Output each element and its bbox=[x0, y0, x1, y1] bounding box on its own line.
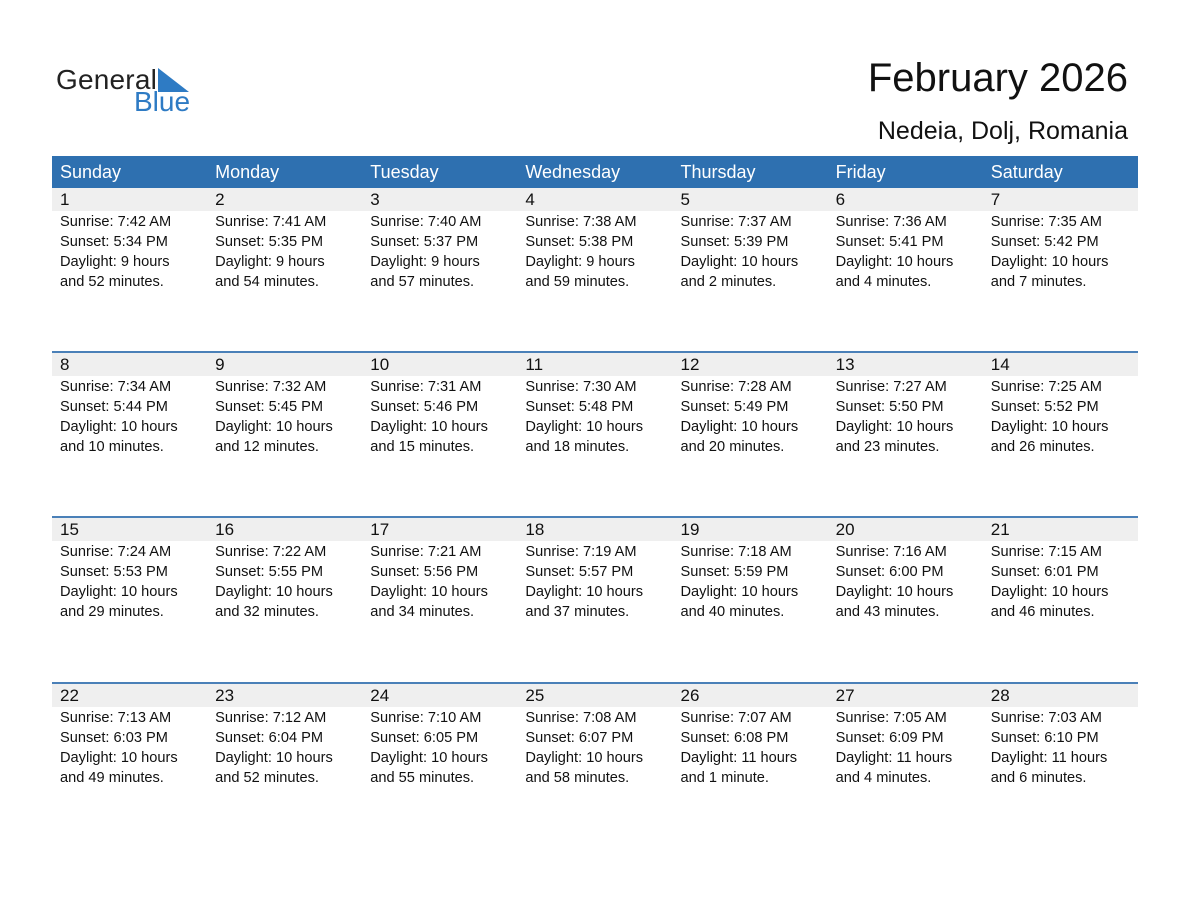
sunset-time: Sunset: 5:46 PM bbox=[370, 399, 479, 415]
day-cell bbox=[52, 516, 207, 622]
daylight-minutes: and 43 minutes. bbox=[835, 604, 940, 620]
daylight-minutes: and 54 minutes. bbox=[215, 274, 319, 290]
sunset-time: Sunset: 5:42 PM bbox=[990, 234, 1099, 250]
daylight-hours: Daylight: 10 hours bbox=[370, 750, 488, 766]
sunrise-time: Sunrise: 7:37 AM bbox=[680, 214, 792, 230]
daylight-minutes: and 46 minutes. bbox=[990, 604, 1095, 620]
daylight-hours: Daylight: 10 hours bbox=[680, 419, 799, 435]
day-info bbox=[207, 708, 362, 788]
day-number: 26 bbox=[673, 684, 828, 707]
brand-logo bbox=[54, 64, 204, 120]
day-number: 25 bbox=[517, 684, 672, 707]
calendar-week bbox=[52, 351, 1138, 457]
sunset-time: Sunset: 5:57 PM bbox=[525, 564, 634, 580]
daylight-minutes: and 40 minutes. bbox=[680, 604, 785, 620]
calendar-week bbox=[52, 682, 1138, 788]
daylight-minutes: and 4 minutes. bbox=[835, 770, 932, 786]
daylight-hours: Daylight: 10 hours bbox=[835, 254, 954, 270]
day-cell bbox=[828, 186, 983, 292]
sunset-time: Sunset: 5:48 PM bbox=[525, 399, 634, 415]
weekday-sunday: Sunday bbox=[60, 162, 122, 182]
day-cell bbox=[207, 351, 362, 457]
sunset-time: Sunset: 5:55 PM bbox=[215, 564, 324, 580]
day-number: 9 bbox=[207, 353, 362, 376]
day-info bbox=[207, 212, 362, 292]
daylight-hours: Daylight: 10 hours bbox=[990, 584, 1109, 600]
sunrise-time: Sunrise: 7:34 AM bbox=[60, 379, 172, 395]
day-info bbox=[673, 212, 828, 292]
day-number: 1 bbox=[52, 188, 207, 211]
weekday-tuesday: Tuesday bbox=[370, 162, 439, 182]
daylight-minutes: and 34 minutes. bbox=[370, 604, 475, 620]
day-number: 14 bbox=[983, 353, 1138, 376]
day-cell bbox=[207, 682, 362, 788]
day-info bbox=[828, 708, 983, 788]
daylight-hours: Daylight: 11 hours bbox=[990, 750, 1108, 766]
weekday-saturday: Saturday bbox=[990, 162, 1063, 182]
daylight-minutes: and 26 minutes. bbox=[990, 439, 1095, 455]
sunrise-time: Sunrise: 7:13 AM bbox=[60, 710, 172, 726]
day-info bbox=[52, 212, 207, 292]
day-cell bbox=[673, 186, 828, 292]
day-cell bbox=[362, 186, 517, 292]
day-info bbox=[207, 377, 362, 457]
daylight-minutes: and 2 minutes. bbox=[680, 274, 777, 290]
sunrise-time: Sunrise: 7:15 AM bbox=[990, 544, 1102, 560]
day-number: 24 bbox=[362, 684, 517, 707]
sunset-time: Sunset: 5:59 PM bbox=[680, 564, 789, 580]
daylight-hours: Daylight: 10 hours bbox=[370, 584, 488, 600]
sunset-time: Sunset: 5:41 PM bbox=[835, 234, 944, 250]
day-info bbox=[52, 377, 207, 457]
day-number: 17 bbox=[362, 518, 517, 541]
daylight-minutes: and 23 minutes. bbox=[835, 439, 940, 455]
day-number: 11 bbox=[517, 353, 672, 376]
sunrise-time: Sunrise: 7:36 AM bbox=[835, 214, 947, 230]
sunrise-time: Sunrise: 7:42 AM bbox=[60, 214, 172, 230]
day-info bbox=[362, 377, 517, 457]
daylight-hours: Daylight: 10 hours bbox=[215, 584, 333, 600]
daylight-hours: Daylight: 10 hours bbox=[60, 419, 178, 435]
day-number: 12 bbox=[673, 353, 828, 376]
sunrise-time: Sunrise: 7:08 AM bbox=[525, 710, 637, 726]
day-info bbox=[362, 708, 517, 788]
weekday-wednesday: Wednesday bbox=[525, 162, 621, 182]
weekday-monday: Monday bbox=[215, 162, 280, 182]
daylight-hours: Daylight: 10 hours bbox=[680, 584, 799, 600]
logo-general-text: General bbox=[56, 64, 158, 95]
day-number: 21 bbox=[983, 518, 1138, 541]
sunset-time: Sunset: 6:07 PM bbox=[525, 730, 634, 746]
daylight-hours: Daylight: 10 hours bbox=[370, 419, 488, 435]
sunset-time: Sunset: 5:52 PM bbox=[990, 399, 1099, 415]
logo-blue-text: Blue bbox=[134, 86, 191, 117]
day-info bbox=[362, 542, 517, 622]
daylight-minutes: and 29 minutes. bbox=[60, 604, 164, 620]
sunset-time: Sunset: 6:01 PM bbox=[990, 564, 1099, 580]
day-cell bbox=[673, 351, 828, 457]
day-number: 7 bbox=[983, 188, 1138, 211]
sunset-time: Sunset: 6:05 PM bbox=[370, 730, 479, 746]
daylight-hours: Daylight: 10 hours bbox=[990, 254, 1109, 270]
day-number: 18 bbox=[517, 518, 672, 541]
sunset-time: Sunset: 5:50 PM bbox=[835, 399, 944, 415]
daylight-hours: Daylight: 9 hours bbox=[525, 254, 635, 270]
day-number: 27 bbox=[828, 684, 983, 707]
day-cell bbox=[517, 186, 672, 292]
day-info bbox=[673, 377, 828, 457]
sunset-time: Sunset: 5:49 PM bbox=[680, 399, 789, 415]
calendar-week bbox=[52, 186, 1138, 292]
day-number: 3 bbox=[362, 188, 517, 211]
day-cell bbox=[983, 186, 1138, 292]
sunset-time: Sunset: 5:34 PM bbox=[60, 234, 168, 250]
day-number: 5 bbox=[673, 188, 828, 211]
daylight-hours: Daylight: 9 hours bbox=[60, 254, 170, 270]
weekday-header bbox=[52, 156, 1138, 188]
sunset-time: Sunset: 6:00 PM bbox=[835, 564, 944, 580]
day-number: 22 bbox=[52, 684, 207, 707]
daylight-hours: Daylight: 10 hours bbox=[525, 584, 644, 600]
sunrise-time: Sunrise: 7:12 AM bbox=[215, 710, 327, 726]
sunrise-time: Sunrise: 7:32 AM bbox=[215, 379, 327, 395]
day-info bbox=[673, 542, 828, 622]
sunset-time: Sunset: 5:53 PM bbox=[60, 564, 168, 580]
weekday-thursday: Thursday bbox=[680, 162, 756, 182]
sunrise-time: Sunrise: 7:25 AM bbox=[990, 379, 1102, 395]
day-info bbox=[52, 542, 207, 622]
day-info bbox=[517, 542, 672, 622]
sunrise-time: Sunrise: 7:07 AM bbox=[680, 710, 792, 726]
daylight-hours: Daylight: 10 hours bbox=[990, 419, 1109, 435]
sunrise-time: Sunrise: 7:30 AM bbox=[525, 379, 637, 395]
sunset-time: Sunset: 5:56 PM bbox=[370, 564, 479, 580]
sunset-time: Sunset: 5:35 PM bbox=[215, 234, 324, 250]
day-cell bbox=[362, 516, 517, 622]
sunset-time: Sunset: 6:08 PM bbox=[680, 730, 789, 746]
day-info bbox=[517, 212, 672, 292]
day-cell bbox=[362, 682, 517, 788]
day-cell bbox=[673, 682, 828, 788]
sunrise-time: Sunrise: 7:41 AM bbox=[215, 214, 327, 230]
sunset-time: Sunset: 5:44 PM bbox=[60, 399, 168, 415]
day-info bbox=[52, 708, 207, 788]
day-cell bbox=[52, 682, 207, 788]
day-info bbox=[673, 708, 828, 788]
daylight-hours: Daylight: 10 hours bbox=[835, 419, 954, 435]
sunrise-time: Sunrise: 7:16 AM bbox=[835, 544, 947, 560]
daylight-minutes: and 20 minutes. bbox=[680, 439, 785, 455]
daylight-minutes: and 1 minute. bbox=[680, 770, 769, 786]
daylight-minutes: and 32 minutes. bbox=[215, 604, 319, 620]
calendar-title: February 2026 bbox=[867, 56, 1128, 100]
daylight-hours: Daylight: 9 hours bbox=[370, 254, 480, 270]
day-number: 23 bbox=[207, 684, 362, 707]
day-number: 20 bbox=[828, 518, 983, 541]
day-number: 15 bbox=[52, 518, 207, 541]
day-info bbox=[517, 708, 672, 788]
day-cell bbox=[207, 186, 362, 292]
day-info bbox=[828, 542, 983, 622]
day-cell bbox=[828, 516, 983, 622]
day-number: 2 bbox=[207, 188, 362, 211]
day-number: 13 bbox=[828, 353, 983, 376]
day-cell bbox=[207, 516, 362, 622]
sunrise-time: Sunrise: 7:28 AM bbox=[680, 379, 792, 395]
sunrise-time: Sunrise: 7:24 AM bbox=[60, 544, 172, 560]
daylight-hours: Daylight: 11 hours bbox=[835, 750, 953, 766]
day-info bbox=[983, 212, 1138, 292]
daylight-minutes: and 15 minutes. bbox=[370, 439, 475, 455]
day-number: 6 bbox=[828, 188, 983, 211]
daylight-hours: Daylight: 11 hours bbox=[680, 750, 798, 766]
daylight-minutes: and 57 minutes. bbox=[370, 274, 475, 290]
sunset-time: Sunset: 5:45 PM bbox=[215, 399, 324, 415]
day-cell bbox=[362, 351, 517, 457]
sunrise-time: Sunrise: 7:35 AM bbox=[990, 214, 1102, 230]
daylight-minutes: and 10 minutes. bbox=[60, 439, 164, 455]
daylight-hours: Daylight: 10 hours bbox=[60, 584, 178, 600]
day-info bbox=[517, 377, 672, 457]
day-info bbox=[983, 542, 1138, 622]
daylight-minutes: and 6 minutes. bbox=[990, 770, 1087, 786]
day-cell bbox=[52, 351, 207, 457]
sunset-time: Sunset: 6:09 PM bbox=[835, 730, 944, 746]
day-number: 8 bbox=[52, 353, 207, 376]
sunset-time: Sunset: 6:10 PM bbox=[990, 730, 1099, 746]
daylight-minutes: and 59 minutes. bbox=[525, 274, 630, 290]
day-info bbox=[828, 377, 983, 457]
daylight-minutes: and 55 minutes. bbox=[370, 770, 475, 786]
daylight-minutes: and 7 minutes. bbox=[990, 274, 1087, 290]
daylight-minutes: and 49 minutes. bbox=[60, 770, 164, 786]
sunrise-time: Sunrise: 7:19 AM bbox=[525, 544, 637, 560]
daylight-minutes: and 18 minutes. bbox=[525, 439, 630, 455]
daylight-minutes: and 52 minutes. bbox=[60, 274, 164, 290]
sunrise-time: Sunrise: 7:22 AM bbox=[215, 544, 327, 560]
calendar-location: Nedeia, Dolj, Romania bbox=[877, 117, 1128, 145]
sunset-time: Sunset: 5:37 PM bbox=[370, 234, 479, 250]
sunrise-time: Sunrise: 7:05 AM bbox=[835, 710, 947, 726]
day-cell bbox=[673, 516, 828, 622]
calendar-week bbox=[52, 516, 1138, 622]
day-cell bbox=[517, 682, 672, 788]
day-number: 10 bbox=[362, 353, 517, 376]
daylight-minutes: and 58 minutes. bbox=[525, 770, 630, 786]
day-info bbox=[983, 708, 1138, 788]
sunrise-time: Sunrise: 7:21 AM bbox=[370, 544, 482, 560]
day-cell bbox=[828, 682, 983, 788]
daylight-hours: Daylight: 10 hours bbox=[60, 750, 178, 766]
day-cell bbox=[983, 351, 1138, 457]
daylight-hours: Daylight: 10 hours bbox=[525, 750, 644, 766]
daylight-hours: Daylight: 10 hours bbox=[525, 419, 644, 435]
daylight-hours: Daylight: 10 hours bbox=[215, 419, 333, 435]
day-cell bbox=[52, 186, 207, 292]
daylight-hours: Daylight: 10 hours bbox=[215, 750, 333, 766]
day-number: 4 bbox=[517, 188, 672, 211]
day-info bbox=[362, 212, 517, 292]
sunrise-time: Sunrise: 7:40 AM bbox=[370, 214, 482, 230]
day-number: 19 bbox=[673, 518, 828, 541]
daylight-hours: Daylight: 9 hours bbox=[215, 254, 325, 270]
weekday-friday: Friday bbox=[835, 162, 886, 182]
sunrise-time: Sunrise: 7:31 AM bbox=[370, 379, 482, 395]
sunrise-time: Sunrise: 7:38 AM bbox=[525, 214, 637, 230]
sunset-time: Sunset: 5:39 PM bbox=[680, 234, 789, 250]
daylight-minutes: and 52 minutes. bbox=[215, 770, 319, 786]
daylight-minutes: and 37 minutes. bbox=[525, 604, 630, 620]
sunset-time: Sunset: 6:04 PM bbox=[215, 730, 324, 746]
day-number: 16 bbox=[207, 518, 362, 541]
sunset-time: Sunset: 6:03 PM bbox=[60, 730, 168, 746]
sunset-time: Sunset: 5:38 PM bbox=[525, 234, 634, 250]
day-info bbox=[207, 542, 362, 622]
sunrise-time: Sunrise: 7:10 AM bbox=[370, 710, 482, 726]
day-cell bbox=[983, 682, 1138, 788]
daylight-hours: Daylight: 10 hours bbox=[835, 584, 954, 600]
day-info bbox=[828, 212, 983, 292]
daylight-minutes: and 4 minutes. bbox=[835, 274, 932, 290]
day-cell bbox=[517, 516, 672, 622]
day-info bbox=[983, 377, 1138, 457]
daylight-hours: Daylight: 10 hours bbox=[680, 254, 799, 270]
sunrise-time: Sunrise: 7:03 AM bbox=[990, 710, 1102, 726]
sunrise-time: Sunrise: 7:18 AM bbox=[680, 544, 792, 560]
day-cell bbox=[983, 516, 1138, 622]
sunrise-time: Sunrise: 7:27 AM bbox=[835, 379, 947, 395]
day-number: 28 bbox=[983, 684, 1138, 707]
daylight-minutes: and 12 minutes. bbox=[215, 439, 319, 455]
day-cell bbox=[828, 351, 983, 457]
day-cell bbox=[517, 351, 672, 457]
